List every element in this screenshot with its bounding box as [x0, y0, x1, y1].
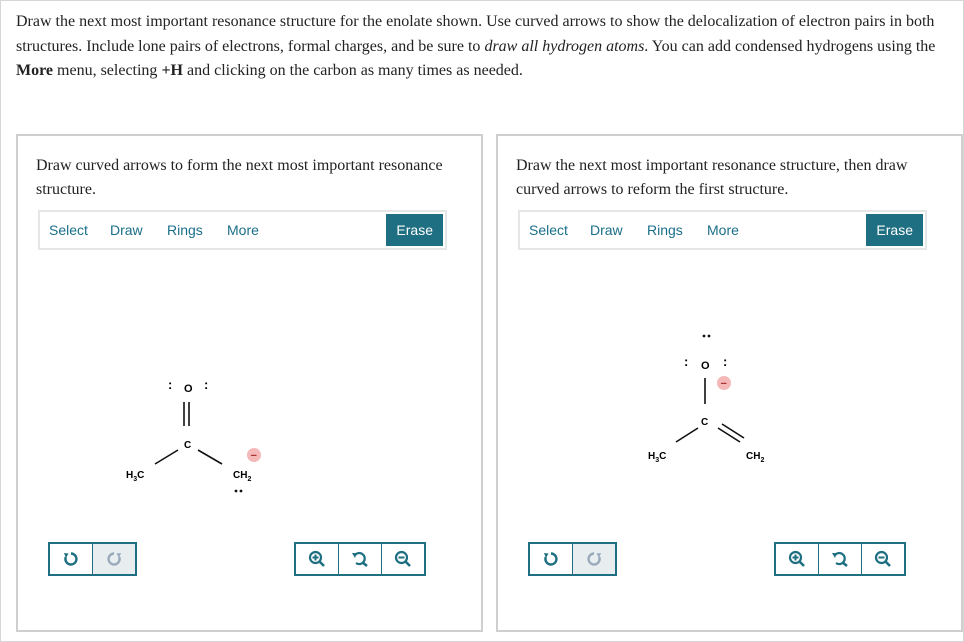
- undo-icon: [63, 551, 79, 567]
- right-oxygen-label: O: [701, 360, 710, 372]
- prompt-italic: draw all hydrogen atoms: [484, 37, 645, 55]
- left-ch2-lonepair-dot1: [235, 490, 238, 493]
- right-cc-double-bond-1: [718, 428, 740, 442]
- left-erase-button[interactable]: Erase: [386, 214, 443, 246]
- zoom-in-icon: [308, 550, 326, 568]
- zoom-reset-icon: [831, 550, 849, 568]
- question-prompt: [16, 10, 946, 84]
- right-methyl-label: $H_3C$: [648, 451, 667, 464]
- right-tool-draw[interactable]: Draw: [590, 222, 623, 238]
- right-zoom-in-button[interactable]: [776, 544, 818, 574]
- prompt-text-2: . You can add condensed hydrogens using the: [644, 37, 936, 55]
- zoom-out-icon: [874, 550, 892, 568]
- right-tool-rings[interactable]: Rings: [647, 222, 683, 238]
- left-carbon-label: C: [184, 440, 192, 451]
- left-charge-sign: −: [250, 450, 257, 462]
- prompt-more: More: [16, 62, 54, 79]
- right-zoom-out-button[interactable]: [862, 544, 904, 574]
- left-tool-draw[interactable]: Draw: [110, 222, 143, 238]
- redo-icon: [106, 551, 122, 567]
- zoom-in-icon: [788, 550, 806, 568]
- right-carbon-label: C: [701, 417, 709, 428]
- right-undo-button[interactable]: [530, 544, 572, 574]
- zoom-out-icon: [394, 550, 412, 568]
- zoom-reset-icon: [351, 550, 369, 568]
- left-c-ch2-bond: [198, 450, 222, 464]
- left-tool-select[interactable]: Select: [49, 222, 88, 238]
- left-ch2-label: $CH_2$: [233, 470, 252, 483]
- left-undo-redo-group: [48, 542, 137, 576]
- right-erase-button[interactable]: Erase: [866, 214, 923, 246]
- right-tool-more[interactable]: More: [707, 222, 739, 238]
- left-o-lonepair-left: :: [168, 377, 173, 392]
- right-o-lonepair-right: :: [723, 354, 728, 369]
- left-panel-title: Draw curved arrows to form the next most important resonance structure.: [36, 157, 443, 198]
- prompt-text-1: Draw the next most important resonance structure for the enolate shown. Use curved arrows to show the delocalization of electron pairs in both structures. Include lone pairs of electrons, formal charges, and be sure to: [16, 13, 935, 55]
- right-zoom-reset-button[interactable]: [819, 544, 861, 574]
- left-oxygen-label: O: [184, 383, 193, 395]
- left-undo-button[interactable]: [50, 544, 92, 574]
- left-tool-rings[interactable]: Rings: [167, 222, 203, 238]
- right-zoom-group: [774, 542, 906, 576]
- redo-icon: [586, 551, 602, 567]
- left-tool-more[interactable]: More: [227, 222, 259, 238]
- left-zoom-in-button[interactable]: [296, 544, 338, 574]
- right-cc-double-bond-2: [722, 424, 744, 438]
- prompt-plus-h: +H: [161, 62, 183, 79]
- left-zoom-group: [294, 542, 426, 576]
- right-drawing-panel: [496, 134, 963, 632]
- right-charge-sign: −: [720, 378, 727, 390]
- left-o-lonepair-right: :: [204, 377, 209, 392]
- right-undo-redo-group: [528, 542, 617, 576]
- prompt-text-4: and clicking on the carbon as many times as needed.: [183, 62, 523, 79]
- left-ch2-lonepair-dot2: [240, 490, 243, 493]
- prompt-text-3: menu, selecting: [53, 62, 162, 79]
- left-c-ch3-bond: [155, 450, 178, 464]
- right-o-top-dot1: [703, 335, 706, 338]
- left-zoom-out-button[interactable]: [382, 544, 424, 574]
- right-c-ch3-bond: [676, 428, 698, 442]
- left-zoom-reset-button[interactable]: [339, 544, 381, 574]
- right-o-top-dot2: [708, 335, 711, 338]
- left-redo-button[interactable]: [93, 544, 135, 574]
- right-ch2-label: $CH_2$: [746, 451, 765, 464]
- left-drawing-panel: [16, 134, 483, 632]
- right-panel-title: Draw the next most important resonance structure, then draw curved arrows to reform the first structure.: [516, 157, 908, 198]
- right-o-lonepair-left: :: [684, 354, 689, 369]
- undo-icon: [543, 551, 559, 567]
- right-redo-button[interactable]: [573, 544, 615, 574]
- right-tool-select[interactable]: Select: [529, 222, 568, 238]
- left-methyl-label: $H_3C$: [126, 470, 145, 483]
